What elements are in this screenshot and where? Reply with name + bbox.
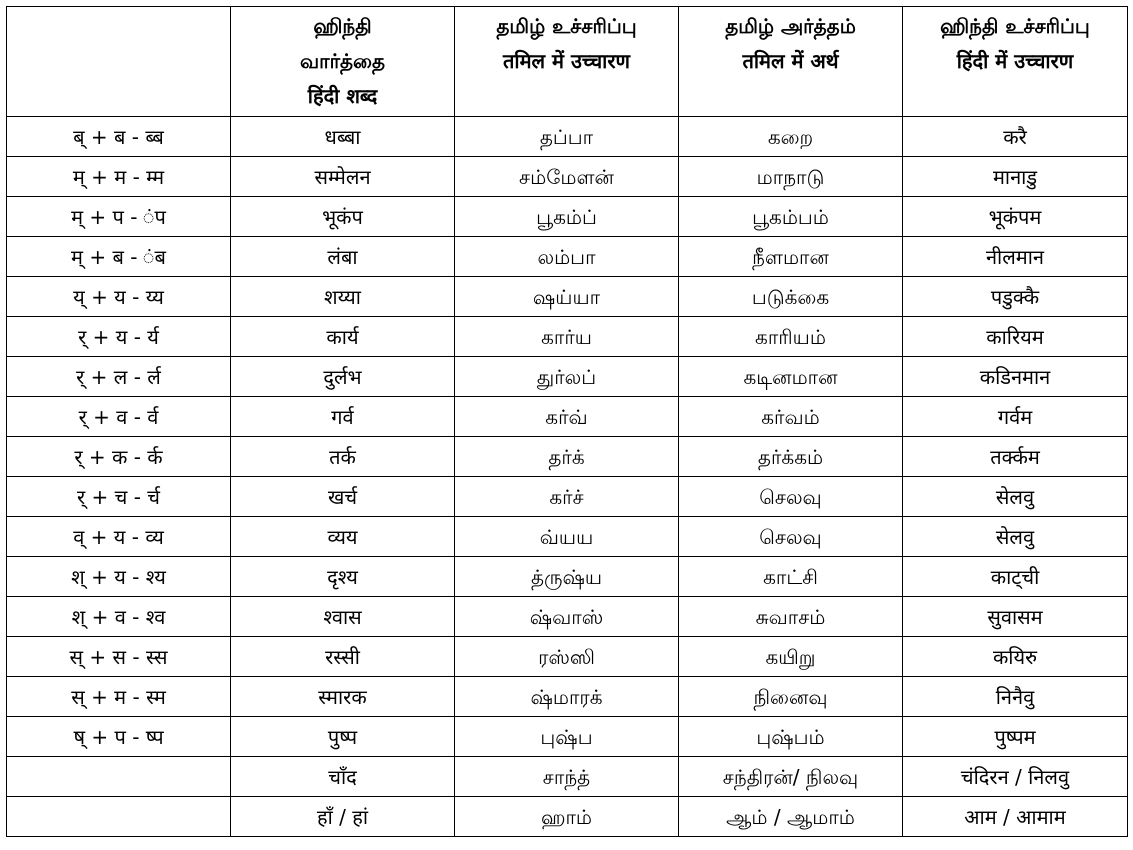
table-row: [7, 637, 1128, 677]
cell-hindi-pronunciation: करै: [903, 117, 1128, 157]
cell-combination: [7, 797, 231, 837]
cell-tamil-meaning: படுக்கை: [679, 277, 903, 317]
cell-hindi-word: खर्च: [231, 477, 455, 517]
table-row: [7, 117, 1128, 157]
cell-hindi-pronunciation: तर्क्कम: [903, 437, 1128, 477]
cell-tamil-meaning: கயிறு: [679, 637, 903, 677]
cell-hindi-word: तर्क: [231, 437, 455, 477]
cell-hindi-pronunciation: कारियम: [903, 317, 1128, 357]
cell-hindi-word: पुष्प: [231, 717, 455, 757]
cell-tamil-pronunciation: ஹாம்: [455, 797, 679, 837]
table-row: [7, 157, 1128, 197]
cell-tamil-meaning: கடினமான: [679, 357, 903, 397]
cell-tamil-pronunciation: தர்க்: [455, 437, 679, 477]
cell-combination: र् + व - र्व: [7, 397, 231, 437]
cell-tamil-meaning: ஆம் / ஆமாம்: [679, 797, 903, 837]
cell-hindi-word: श्वास: [231, 597, 455, 637]
cell-tamil-pronunciation: துர்லப்: [455, 357, 679, 397]
table-row: [7, 317, 1128, 357]
cell-hindi-pronunciation: पडुक्कै: [903, 277, 1128, 317]
cell-hindi-word: रस्सी: [231, 637, 455, 677]
cell-combination: र् + च - र्च: [7, 477, 231, 517]
table-body: [7, 117, 1128, 837]
cell-hindi-word: सम्मेलन: [231, 157, 455, 197]
cell-tamil-meaning: காட்சி: [679, 557, 903, 597]
cell-combination: म् + म - म्म: [7, 157, 231, 197]
header-tamil-pronunciation: தமிழ் உச்சரிப்பு तमिल में उच्चारण: [455, 7, 679, 117]
cell-hindi-pronunciation: सुवासम: [903, 597, 1128, 637]
cell-tamil-meaning: மாநாடு: [679, 157, 903, 197]
cell-tamil-meaning: செலவு: [679, 517, 903, 557]
table-row: [7, 597, 1128, 637]
table-row: [7, 757, 1128, 797]
cell-hindi-word: शय्या: [231, 277, 455, 317]
cell-hindi-word: दृश्य: [231, 557, 455, 597]
header-tamil-meaning: தமிழ் அர்த்தம் तमिल में अर्थ: [679, 7, 903, 117]
cell-tamil-pronunciation: ஷ்மாரக்: [455, 677, 679, 717]
cell-hindi-word: चाँद: [231, 757, 455, 797]
cell-tamil-meaning: கறை: [679, 117, 903, 157]
table-row: [7, 557, 1128, 597]
cell-combination: र् + य - र्य: [7, 317, 231, 357]
cell-hindi-pronunciation: मानाडु: [903, 157, 1128, 197]
cell-hindi-pronunciation: निनैवु: [903, 677, 1128, 717]
cell-tamil-meaning: தர்க்கம்: [679, 437, 903, 477]
cell-tamil-meaning: பூகம்பம்: [679, 197, 903, 237]
cell-tamil-meaning: கர்வம்: [679, 397, 903, 437]
cell-combination: र् + क - र्क: [7, 437, 231, 477]
cell-combination: र् + ल - र्ल: [7, 357, 231, 397]
cell-combination: य् + य - य्य: [7, 277, 231, 317]
cell-tamil-pronunciation: சாந்த்: [455, 757, 679, 797]
cell-combination: ब् + ब - ब्ब: [7, 117, 231, 157]
cell-hindi-word: हाँ / हां: [231, 797, 455, 837]
table-row: [7, 357, 1128, 397]
cell-hindi-pronunciation: गर्वम: [903, 397, 1128, 437]
cell-tamil-pronunciation: லம்பா: [455, 237, 679, 277]
cell-tamil-pronunciation: கார்ய: [455, 317, 679, 357]
table-row: [7, 477, 1128, 517]
table-row: [7, 277, 1128, 317]
cell-tamil-pronunciation: வ்யய: [455, 517, 679, 557]
cell-hindi-word: धब्बा: [231, 117, 455, 157]
cell-combination: श् + व - श्व: [7, 597, 231, 637]
cell-tamil-meaning: செலவு: [679, 477, 903, 517]
vocabulary-table: [6, 6, 1128, 837]
header-hindi-word: ஹிந்தி வார்த்தை हिंदी शब्द: [231, 7, 455, 117]
cell-combination: ष् + प - ष्प: [7, 717, 231, 757]
cell-hindi-word: लंबा: [231, 237, 455, 277]
cell-hindi-pronunciation: नीलमान: [903, 237, 1128, 277]
cell-hindi-pronunciation: सेलवु: [903, 517, 1128, 557]
cell-combination: व् + य - व्य: [7, 517, 231, 557]
header-combination: [7, 7, 231, 117]
cell-hindi-pronunciation: भूकंपम: [903, 197, 1128, 237]
cell-hindi-pronunciation: सेलवु: [903, 477, 1128, 517]
table-row: [7, 797, 1128, 837]
cell-hindi-pronunciation: आम / आमाम: [903, 797, 1128, 837]
cell-combination: श् + य - श्य: [7, 557, 231, 597]
table-row: [7, 717, 1128, 757]
table-row: [7, 237, 1128, 277]
cell-tamil-meaning: சந்திரன்/ நிலவு: [679, 757, 903, 797]
cell-tamil-pronunciation: பூகம்ப்: [455, 197, 679, 237]
cell-tamil-meaning: புஷ்பம்: [679, 717, 903, 757]
cell-hindi-word: दुर्लभ: [231, 357, 455, 397]
cell-tamil-pronunciation: ரஸ்ஸி: [455, 637, 679, 677]
table-row: [7, 197, 1128, 237]
cell-hindi-pronunciation: कयिरु: [903, 637, 1128, 677]
cell-hindi-pronunciation: काट्ची: [903, 557, 1128, 597]
cell-combination: म् + ब - ंब: [7, 237, 231, 277]
cell-combination: म् + प - ंप: [7, 197, 231, 237]
cell-hindi-word: गर्व: [231, 397, 455, 437]
cell-tamil-meaning: காரியம்: [679, 317, 903, 357]
cell-hindi-word: व्यय: [231, 517, 455, 557]
cell-tamil-meaning: சுவாசம்: [679, 597, 903, 637]
cell-tamil-pronunciation: த்ருஷ்ய: [455, 557, 679, 597]
header-hindi-pronunciation: ஹிந்தி உச்சரிப்பு हिंदी में उच्चारण: [903, 7, 1128, 117]
cell-tamil-pronunciation: தப்பா: [455, 117, 679, 157]
cell-tamil-pronunciation: புஷ்ப: [455, 717, 679, 757]
cell-combination: स् + स - स्स: [7, 637, 231, 677]
table-row: [7, 677, 1128, 717]
cell-combination: [7, 757, 231, 797]
cell-hindi-word: स्मारक: [231, 677, 455, 717]
cell-hindi-word: कार्य: [231, 317, 455, 357]
cell-hindi-word: भूकंप: [231, 197, 455, 237]
cell-tamil-pronunciation: கர்வ்: [455, 397, 679, 437]
header-row: [7, 7, 1128, 117]
cell-combination: स् + म - स्म: [7, 677, 231, 717]
table-row: [7, 517, 1128, 557]
cell-tamil-pronunciation: கர்ச்: [455, 477, 679, 517]
table-row: [7, 437, 1128, 477]
cell-hindi-pronunciation: कडिनमान: [903, 357, 1128, 397]
table-row: [7, 397, 1128, 437]
cell-hindi-pronunciation: चंदिरन / निलवु: [903, 757, 1128, 797]
cell-tamil-meaning: நீளமான: [679, 237, 903, 277]
cell-tamil-pronunciation: ஷய்யா: [455, 277, 679, 317]
cell-tamil-pronunciation: ஷ்வாஸ்: [455, 597, 679, 637]
cell-tamil-pronunciation: சம்மேளன்: [455, 157, 679, 197]
cell-hindi-pronunciation: पुष्पम: [903, 717, 1128, 757]
cell-tamil-meaning: நினைவு: [679, 677, 903, 717]
